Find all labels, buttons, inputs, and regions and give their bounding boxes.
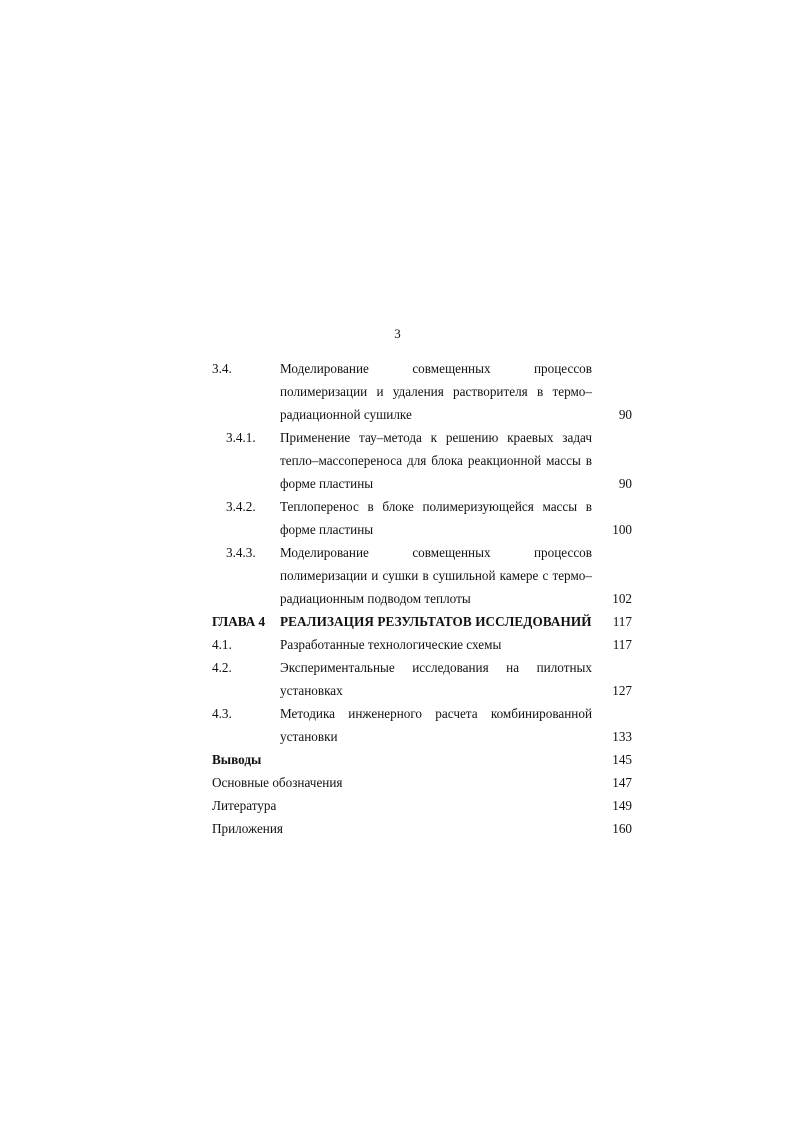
toc-chapter-number: ГЛАВА 4 [212, 614, 266, 629]
page-number: 3 [394, 326, 401, 341]
toc-entry-line: Приложения [212, 821, 283, 836]
toc-entry-title [280, 633, 592, 656]
toc-entry-literature [212, 794, 632, 817]
toc-entry-4-2 [212, 656, 632, 702]
toc-entry-page: 117 [612, 637, 632, 652]
toc-entry-line: Методика инженерного расчета комбинированной [280, 706, 592, 721]
toc-entry-line: форме пластины [280, 522, 374, 537]
toc-entry-page: 160 [612, 821, 632, 836]
toc-entry-title [280, 495, 592, 541]
toc-entry-3-4-3 [212, 541, 632, 610]
toc-entry-line: полимеризации и сушки в сушильной камере с термо– [280, 568, 592, 583]
toc-entry-line: РЕАЛИЗАЦИЯ РЕЗУЛЬТАТОВ ИССЛЕДОВАНИЙ [280, 614, 592, 629]
toc-entry-3-4 [212, 357, 632, 426]
toc-entry-3-4-2 [212, 495, 632, 541]
toc-entry-line: установки [280, 729, 338, 744]
toc-entry-number: 3.4.2. [226, 499, 256, 514]
toc-entry-page: 100 [612, 522, 632, 537]
toc-entry-line: полимеризации и удаления растворителя в термо– [280, 384, 592, 399]
toc-entry-page: 90 [618, 407, 632, 422]
toc-entry-page: 145 [612, 752, 632, 767]
toc-entry-title [280, 656, 592, 702]
toc-entry-title [280, 541, 592, 610]
toc-entry-title [280, 702, 592, 748]
toc-entry-line: тепло–массопереноса для блока реакционной массы в [280, 453, 592, 468]
toc-entry-line: Моделирование совмещенных процессов [280, 545, 592, 560]
toc-entry-page: 90 [618, 476, 632, 491]
toc-entry-number: 4.2. [212, 660, 232, 675]
toc-entry-page: 102 [612, 591, 632, 606]
toc-entry-page: 149 [612, 798, 632, 813]
toc-entry-number: 3.4.1. [226, 430, 256, 445]
toc-entry-line: Теплоперенос в блоке полимеризующейся массы в [280, 499, 592, 514]
toc-entry-line: Выводы [212, 752, 262, 767]
toc-entry-line: радиационным подводом теплоты [280, 591, 471, 606]
toc-entry-title [212, 794, 592, 817]
toc-entry-number: 4.1. [212, 637, 232, 652]
toc-entry-page: 127 [612, 683, 632, 698]
toc-entry-title [212, 748, 592, 771]
toc-entry-line: Применение тау–метода к решению краевых задач [280, 430, 592, 445]
toc-entry-title [280, 357, 592, 426]
toc-entry-appendices [212, 817, 632, 840]
toc-entry-line: Моделирование совмещенных процессов [280, 361, 592, 376]
toc-entry-title [212, 817, 592, 840]
table-of-contents [212, 357, 632, 840]
toc-entry-page: 117 [612, 614, 632, 629]
toc-entry-line: Экспериментальные исследования на пилотных [280, 660, 592, 675]
toc-entry-page: 133 [612, 729, 632, 744]
toc-entry-title [280, 426, 592, 495]
toc-entry-number: 3.4. [212, 361, 232, 376]
toc-entry-line: Основные обозначения [212, 775, 343, 790]
toc-entry-4-3 [212, 702, 632, 748]
toc-entry-conclusions [212, 748, 632, 771]
toc-entry-title [212, 771, 592, 794]
toc-entry-line: установках [280, 683, 343, 698]
toc-entry-number: 4.3. [212, 706, 232, 721]
toc-entry-line: форме пластины [280, 476, 374, 491]
toc-entry-number: 3.4.3. [226, 545, 256, 560]
toc-entry-3-4-1 [212, 426, 632, 495]
toc-entry-notation [212, 771, 632, 794]
toc-entry-line: Разработанные технологические схемы [280, 637, 502, 652]
toc-entry-chapter-4 [212, 610, 632, 633]
toc-chapter-title [280, 610, 592, 633]
toc-entry-4-1 [212, 633, 632, 656]
toc-entry-page: 147 [612, 775, 632, 790]
toc-entry-line: радиационной сушилке [280, 407, 412, 422]
toc-entry-line: Литература [212, 798, 277, 813]
